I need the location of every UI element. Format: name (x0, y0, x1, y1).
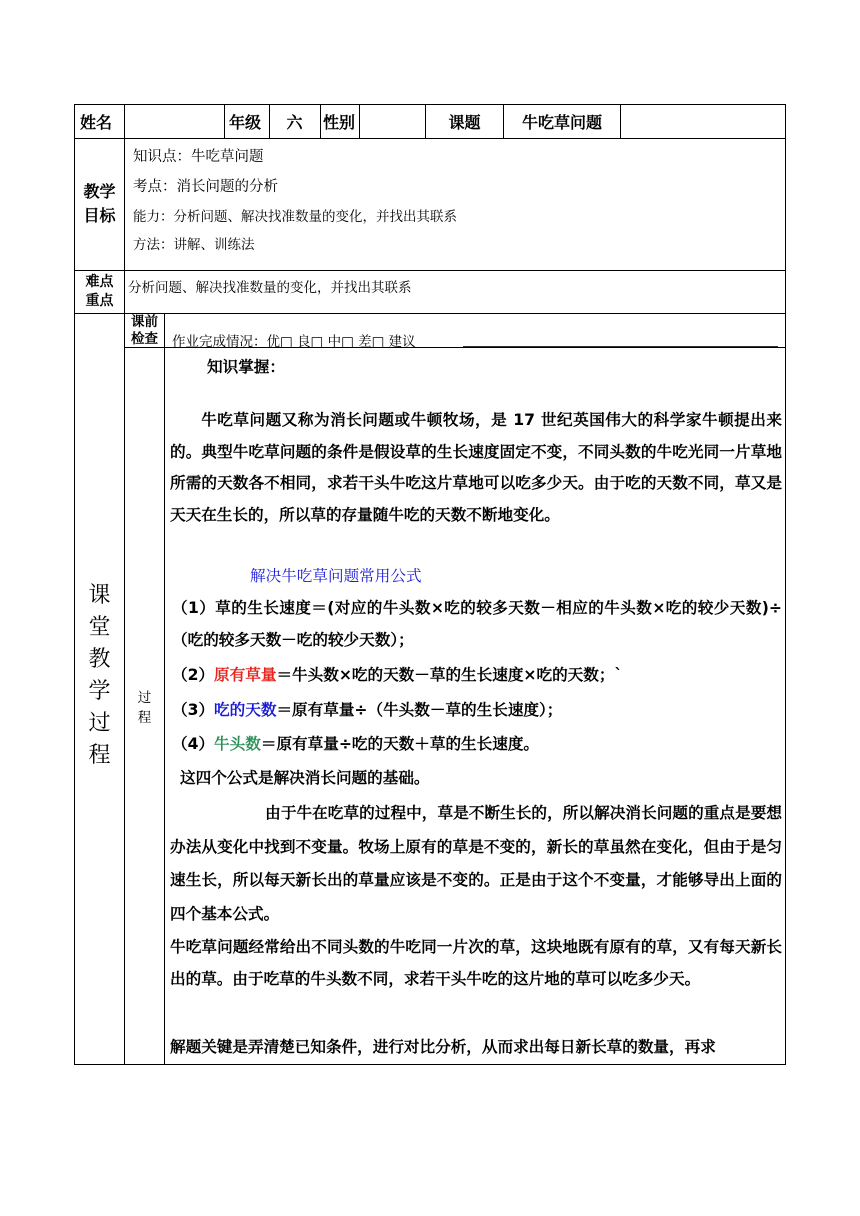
formula-2-prefix: （2） (172, 666, 215, 684)
knowledge-title: 知识掌握： (207, 358, 285, 376)
table-border (74, 313, 786, 314)
difficulty-label-line1: 难点 (85, 274, 114, 290)
gender-label: 性别 (323, 113, 356, 132)
process-side-label (75, 580, 124, 772)
formula-4-prefix: （4） (172, 735, 215, 753)
precheck-label-line1: 课前 (131, 314, 158, 330)
objectives-label-line1: 教学 (83, 182, 116, 201)
formula-3-prefix: （3） (172, 701, 215, 719)
name-label: 姓名 (80, 113, 113, 132)
process-side-char: 学 (88, 679, 111, 704)
table-border (620, 104, 621, 138)
table-border (74, 138, 786, 139)
table-border (785, 104, 786, 1065)
grade-label: 年级 (229, 113, 262, 132)
process-side-char: 程 (88, 743, 111, 768)
topic-value: 牛吃草问题 (521, 113, 602, 132)
formula-1: （1）草的生长速度＝(对应的牛头数×吃的较多天数－相应的牛头数×吃的较少天数)÷（吃的较多天数－吃的较少天数）； (172, 599, 782, 649)
common-paragraph: 牛吃草问题经常给出不同头数的牛吃同一片次的草，这块地既有原有的草，又有每天新长出的草。由于吃草的牛头数不同，求若干头牛吃的这片地的草可以吃多少天。 (170, 938, 782, 988)
table-border (74, 1064, 786, 1065)
objective-knowledge: 知识点：牛吃草问题 (133, 149, 264, 165)
objectives-label (75, 180, 124, 228)
formula-2-rest: ＝牛头数×吃的天数－草的生长速度×吃的天数；` (276, 666, 623, 684)
grade-value: 六 (286, 113, 303, 132)
difficulty-label (75, 273, 124, 311)
invariant-paragraph: 由于牛在吃草的过程中，草是不断生长的，所以解决消长问题的重点是要想办法从变化中找到不变量。牧场上原有的草是不变的，新长的草虽然在变化，但由于是匀速生长，所以每天新长出的草量应该是不变的。正是由于这个不变量，才能够导出上面的四个基本公式。 (170, 804, 782, 923)
formula-3-key: 吃的天数 (214, 701, 277, 719)
table-border (320, 104, 321, 138)
key-paragraph: 解题关键是弄清楚已知条件，进行对比分析，从而求出每日新长草的数量，再求 (170, 1038, 716, 1056)
table-border (164, 313, 165, 1065)
objective-exam-point: 考点：消长问题的分析 (133, 179, 278, 195)
suggestion-underline (463, 346, 778, 347)
table-border (224, 104, 225, 138)
difficulty-text: 分析问题、解决找准数量的变化，并找出其联系 (128, 280, 412, 296)
formula-basis: 这四个公式是解决消长问题的基础。 (180, 769, 430, 787)
objective-ability: 能力：分析问题、解决找准数量的变化，并找出其联系 (133, 209, 457, 225)
table-border (124, 104, 125, 1065)
formula-4-key: 牛头数 (214, 735, 261, 753)
topic-label: 课题 (448, 113, 481, 132)
objective-method: 方法：讲解、训练法 (133, 237, 255, 253)
process-sub-label (125, 688, 164, 728)
precheck-label-line2: 检查 (131, 330, 158, 347)
formula-3 (172, 695, 782, 727)
intro-paragraph: 牛吃草问题又称为消长问题或牛顿牧场，是 17 世纪英国伟大的科学家牛顿提出来的。典型牛吃草问题的条件是假设草的生长速度固定不变，不同头数的牛吃光同一片草地所需的天数各不相同，求若干头牛吃这片草地可以吃多少天。由于吃的天数不同，草又是天天在生长的，所以草的存量随牛吃的天数不断地变化。 (170, 411, 782, 524)
difficulty-label-line2: 重点 (85, 293, 114, 309)
process-side-char: 过 (88, 711, 111, 736)
formula-4 (172, 729, 782, 761)
table-border (359, 104, 360, 138)
objectives-label-line2: 目标 (83, 206, 116, 225)
process-side-char: 堂 (88, 615, 111, 640)
process-sub-char: 过 (137, 690, 152, 706)
formula-2-key: 原有草量 (214, 666, 277, 684)
table-border (74, 270, 786, 271)
process-side-char: 教 (88, 647, 111, 672)
formula-3-rest: ＝原有草量÷（牛头数－草的生长速度）； (276, 701, 563, 719)
formula-2 (172, 660, 782, 692)
process-side-char: 课 (88, 583, 111, 608)
formula-title: 解决牛吃草问题常用公式 (250, 567, 422, 585)
precheck-label (125, 314, 164, 347)
formula-4-rest: ＝原有草量÷吃的天数＋草的生长速度。 (260, 735, 540, 753)
precheck-text: 作业完成情况：优□ 良□ 中□ 差□ 建议 (172, 334, 416, 350)
process-sub-char: 程 (137, 710, 152, 726)
